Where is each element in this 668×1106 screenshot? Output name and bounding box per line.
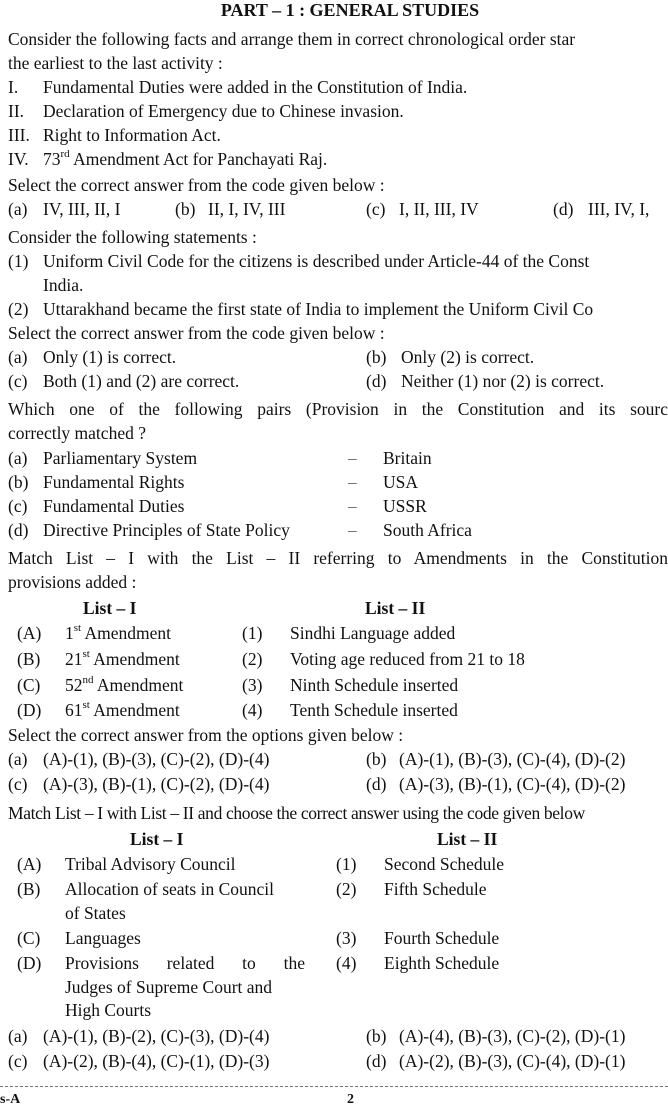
q1-item-num: IV. <box>8 149 29 169</box>
option-label: (b) <box>366 347 387 367</box>
pair-right: USSR <box>383 496 427 516</box>
row-value: Voting age reduced from 21 to 18 <box>290 649 525 669</box>
q1-item-text <box>43 147 327 171</box>
q2-statement-text: India. <box>43 275 84 295</box>
pair-label: (a) <box>8 448 28 468</box>
row-text: of States <box>65 903 126 923</box>
ordinal-suffix: st <box>82 699 90 712</box>
amendment-name <box>65 698 180 722</box>
amendment-name <box>65 621 171 645</box>
item-text-rest: Amendment Act for Panchayati Raj. <box>69 149 328 169</box>
row-num: (3) <box>242 675 263 695</box>
q1-stem-line2: the earliest to the last activity : <box>8 53 223 73</box>
pair-right: USA <box>383 472 419 492</box>
row-value: Ninth Schedule inserted <box>290 675 459 695</box>
row-key: (D) <box>17 700 42 720</box>
row-text: Allocation of seats in Council <box>65 879 274 899</box>
pair-dash: – <box>348 520 357 540</box>
ordinal-suffix: nd <box>82 674 94 687</box>
option-text: (A)-(1), (B)-(3), (C)-(2), (D)-(4) <box>43 749 270 769</box>
pair-left: Fundamental Duties <box>43 496 185 516</box>
q2-statement-text: Uttarakhand became the first state of India to implement the Uniform Civil Co <box>43 299 594 319</box>
page-number: 2 <box>347 1092 354 1106</box>
row-key: (B) <box>17 879 41 899</box>
option-label: (d) <box>553 199 574 219</box>
row-value: Sindhi Language added <box>290 623 456 643</box>
q1-item-text: Fundamental Duties were added in the Constitution of India. <box>43 77 468 97</box>
footer-code: s-A <box>0 1092 21 1106</box>
option-label: (a) <box>8 347 28 367</box>
row-num: (2) <box>242 649 263 669</box>
option-text: IV, III, II, I <box>43 199 121 219</box>
option-text: III, IV, I, <box>588 199 650 219</box>
q1-stem-line1: Consider the following facts and arrange them in correct chronological order star <box>8 29 576 49</box>
option-label: (d) <box>366 371 387 391</box>
row-num: (4) <box>242 700 263 720</box>
amendment-word: Amendment <box>93 675 184 695</box>
q4-stem-line2: provisions added : <box>8 572 137 592</box>
row-text: Languages <box>65 928 141 948</box>
option-text: Only (2) is correct. <box>401 347 535 367</box>
option-label: (d) <box>366 774 387 794</box>
amendment-word: Amendment <box>89 649 180 669</box>
row-key: (B) <box>17 649 41 669</box>
ordinal-number: 52 <box>65 675 83 695</box>
row-value: Eighth Schedule <box>384 953 500 973</box>
row-key: (C) <box>17 675 41 695</box>
option-label: (c) <box>8 1051 28 1071</box>
q2-statement-text: Uniform Civil Code for the citizens is described under Article-44 of the Const <box>43 251 590 271</box>
option-label: (c) <box>8 371 28 391</box>
list2-heading: List – II <box>437 829 498 849</box>
list2-heading: List – II <box>365 598 426 618</box>
row-value: Fifth Schedule <box>384 879 487 899</box>
pair-left: Parliamentary System <box>43 448 198 468</box>
option-text: (A)-(3), (B)-(1), (C)-(2), (D)-(4) <box>43 774 270 794</box>
ordinal-number: 73 <box>43 149 61 169</box>
q5-stem: Match List – I with List – II and choose the correct answer using the code given below <box>8 803 585 823</box>
row-value: Tenth Schedule inserted <box>290 700 458 720</box>
row-num: (1) <box>336 854 357 874</box>
option-label: (a) <box>8 199 28 219</box>
option-text: (A)-(4), (B)-(3), (C)-(2), (D)-(1) <box>399 1026 626 1046</box>
row-value: Fourth Schedule <box>384 928 500 948</box>
row-num: (2) <box>336 879 357 899</box>
row-key: (A) <box>17 623 42 643</box>
ordinal-suffix: rd <box>60 148 70 161</box>
option-text: (A)-(2), (B)-(4), (C)-(1), (D)-(3) <box>43 1051 270 1071</box>
pair-dash: – <box>348 496 357 516</box>
pair-left: Directive Principles of State Policy <box>43 520 290 540</box>
footer-divider <box>0 1086 668 1087</box>
row-num: (1) <box>242 623 263 643</box>
amendment-name <box>65 647 180 671</box>
ordinal-number: 61 <box>65 700 83 720</box>
q1-item-num: I. <box>8 77 19 97</box>
pair-label: (b) <box>8 472 29 492</box>
option-label: (b) <box>366 1026 387 1046</box>
row-num: (4) <box>336 953 357 973</box>
ordinal-suffix: st <box>82 648 90 661</box>
row-text: High Courts <box>65 1000 152 1020</box>
option-text: Both (1) and (2) are correct. <box>43 371 240 391</box>
row-key: (C) <box>17 928 41 948</box>
option-text: Only (1) is correct. <box>43 347 177 367</box>
list1-heading: List – I <box>130 829 184 849</box>
option-label: (c) <box>366 199 386 219</box>
pair-left: Fundamental Rights <box>43 472 185 492</box>
row-text: Judges of Supreme Court and <box>65 977 273 997</box>
ordinal-number: 21 <box>65 649 83 669</box>
option-label: (a) <box>8 749 28 769</box>
row-text: Provisions related to the <box>65 953 305 973</box>
option-label: (c) <box>8 774 28 794</box>
q2-stem: Consider the following statements : <box>8 227 257 247</box>
amendment-name <box>65 673 183 697</box>
option-text: (A)-(1), (B)-(2), (C)-(3), (D)-(4) <box>43 1026 270 1046</box>
option-label: (b) <box>175 199 196 219</box>
q1-item-text: Right to Information Act. <box>43 125 221 145</box>
q4-select-instruction: Select the correct answer from the options given below : <box>8 725 404 745</box>
row-text: Tribal Advisory Council <box>65 854 236 874</box>
q2-select-instruction: Select the correct answer from the code given below : <box>8 323 385 343</box>
q2-statement-num: (2) <box>8 299 29 319</box>
pair-label: (d) <box>8 520 29 540</box>
pair-right: South Africa <box>383 520 472 540</box>
option-text: II, I, IV, III <box>208 199 286 219</box>
row-value: Second Schedule <box>384 854 505 874</box>
row-key: (D) <box>17 953 42 973</box>
option-text: (A)-(2), (B)-(3), (C)-(4), (D)-(1) <box>399 1051 626 1071</box>
q3-stem-line1: Which one of the following pairs (Provision in the Constitution and its sourc <box>8 399 668 419</box>
ordinal-suffix: st <box>73 622 82 635</box>
q4-stem-line1: Match List – I with the List – II referring to Amendments in the Constitution <box>8 548 668 568</box>
option-text: I, II, III, IV <box>399 199 479 219</box>
q2-statement-num: (1) <box>8 251 29 271</box>
row-num: (3) <box>336 928 357 948</box>
amendment-word: Amendment <box>89 700 180 720</box>
ordinal-number: 1 <box>65 623 74 643</box>
option-label: (b) <box>366 749 387 769</box>
pair-right: Britain <box>383 448 432 468</box>
list1-heading: List – I <box>83 598 137 618</box>
row-key: (A) <box>17 854 42 874</box>
option-label: (d) <box>366 1051 387 1071</box>
q1-item-text: Declaration of Emergency due to Chinese invasion. <box>43 101 404 121</box>
q3-stem-line2: correctly matched ? <box>8 423 146 443</box>
pair-dash: – <box>348 472 357 492</box>
option-text: (A)-(1), (B)-(3), (C)-(4), (D)-(2) <box>399 749 626 769</box>
option-text: (A)-(3), (B)-(1), (C)-(4), (D)-(2) <box>399 774 626 794</box>
pair-dash: – <box>348 448 357 468</box>
option-label: (a) <box>8 1026 28 1046</box>
q1-select-instruction: Select the correct answer from the code given below : <box>8 175 385 195</box>
page-title: PART – 1 : GENERAL STUDIES <box>220 0 480 20</box>
amendment-word: Amendment <box>81 623 172 643</box>
option-text: Neither (1) nor (2) is correct. <box>401 371 605 391</box>
q1-item-num: II. <box>8 101 25 121</box>
pair-label: (c) <box>8 496 28 516</box>
q1-item-num: III. <box>8 125 30 145</box>
